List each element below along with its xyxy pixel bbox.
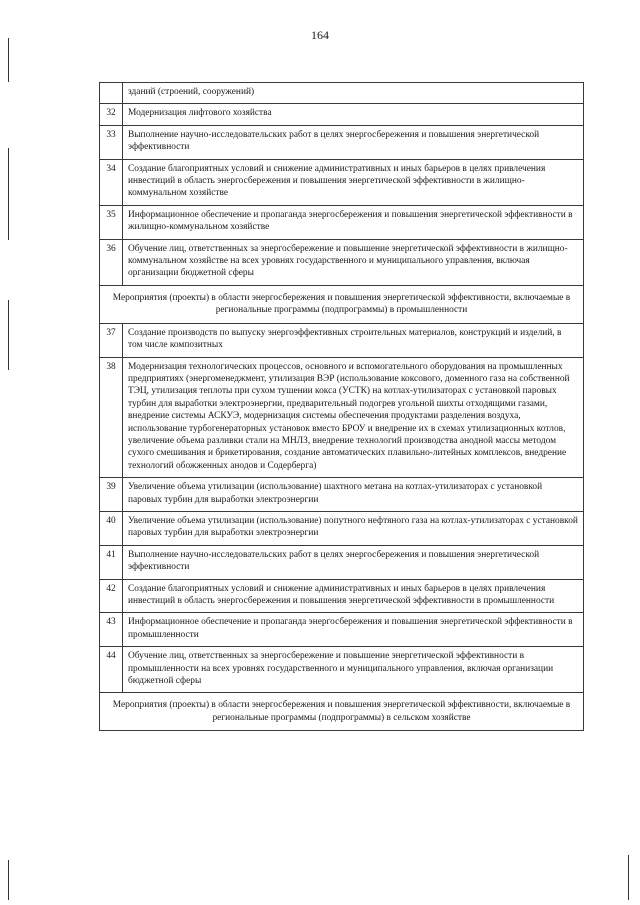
row-text: Обучение лиц, ответственных за энергосбережение и повышение энергетической эффективности в промышленности на всех уровнях государственного и муниципального управления, включая организации бюджетной сферы bbox=[123, 647, 584, 693]
row-number: 43 bbox=[100, 613, 123, 647]
table-row bbox=[100, 357, 584, 478]
row-number: 40 bbox=[100, 511, 123, 545]
table-row bbox=[100, 579, 584, 613]
table-row bbox=[100, 104, 584, 125]
table-row bbox=[100, 205, 584, 239]
table-row bbox=[100, 323, 584, 357]
table-row bbox=[100, 83, 584, 104]
section-header-row bbox=[100, 285, 584, 323]
right-margin-line bbox=[628, 855, 629, 900]
row-text: Информационное обеспечение и пропаганда энергосбережения и повышения энергетической эффективности в промышленности bbox=[123, 613, 584, 647]
row-text: Обучение лиц, ответственных за энергосбережение и повышение энергетической эффективности в жилищно-коммунальном хозяйстве на всех уровнях государственного и муниципального управления, включая организации бюджетной сферы bbox=[123, 239, 584, 285]
page-number: 164 bbox=[311, 28, 329, 42]
table-row bbox=[100, 613, 584, 647]
row-number: 34 bbox=[100, 159, 123, 205]
row-text: Модернизация технологических процессов, основного и вспомогательного оборудования на промышленных предприятиях (энергоменеджмент, утилизация ВЭР (использование коксового, доменного газа на собственной ТЭЦ, утилизация теплоты при сухом тушении кокса (УСТК) на котлах-утилизаторах с установкой паровых турбин для выработки электроэнергии, предварительный подогрев угольной шихты отходящими газами, внедрение системы АСКУЭ, модернизация системы обеспечения продуктами разделения воздуха, использование турбогенераторных установок вместо БРОУ и внедрение их в схемах утилизационных котлов, увеличение объема разливки стали на МНЛЗ, внедрение технологий производства анодной массы методом сухого смешивания и брикетирования, создание автоматических плавильно-литейных комплексов, внедрение технологий обожженных анодов и Содерберга) bbox=[123, 357, 584, 478]
row-text: Выполнение научно-исследовательских работ в целях энергосбережения и повышения энергетической эффективности bbox=[123, 545, 584, 579]
row-number: 38 bbox=[100, 357, 123, 478]
table-row bbox=[100, 545, 584, 579]
row-text: Создание производств по выпуску энергоэффективных строительных материалов, конструкций и изделий, в том числе композитных bbox=[123, 323, 584, 357]
row-text: Модернизация лифтового хозяйства bbox=[123, 104, 584, 125]
row-text: Создание благоприятных условий и снижение административных и иных барьеров в целях привлечения инвестиций в область энергосбережения и повышения энергетической эффективности в жилищно-коммунальном хозяйстве bbox=[123, 159, 584, 205]
table-row bbox=[100, 478, 584, 512]
row-number: 42 bbox=[100, 579, 123, 613]
row-number: 41 bbox=[100, 545, 123, 579]
row-number bbox=[100, 83, 123, 104]
row-number: 32 bbox=[100, 104, 123, 125]
row-text: Увеличение объема утилизации (использование) шахтного метана на котлах-утилизаторах с установкой паровых турбин для выработки электроэнергии bbox=[123, 478, 584, 512]
section-header-row bbox=[100, 693, 584, 731]
row-text: зданий (строений, сооружений) bbox=[123, 83, 584, 104]
table-row bbox=[100, 239, 584, 285]
measures-table-body bbox=[100, 83, 584, 731]
row-text: Выполнение научно-исследовательских работ в целях энергосбережения и повышения энергетической эффективности bbox=[123, 125, 584, 159]
table-row bbox=[100, 159, 584, 205]
row-text: Создание благоприятных условий и снижение административных и иных барьеров в целях привлечения инвестиций в область энергосбережения и повышения энергетической эффективности в промышленности bbox=[123, 579, 584, 613]
row-number: 33 bbox=[100, 125, 123, 159]
row-number: 35 bbox=[100, 205, 123, 239]
left-margin-line bbox=[8, 300, 9, 370]
section-header: Мероприятия (проекты) в области энергосбережения и повышения энергетической эффективности, включаемые в региональные программы (подпрограммы) в сельском хозяйстве bbox=[100, 693, 584, 731]
left-margin-line bbox=[8, 38, 9, 82]
row-number: 39 bbox=[100, 478, 123, 512]
row-number: 36 bbox=[100, 239, 123, 285]
left-margin-line bbox=[8, 148, 9, 240]
table-row bbox=[100, 647, 584, 693]
row-text: Увеличение объема утилизации (использование) попутного нефтяного газа на котлах-утилизаторах с установкой паровых турбин для выработки электроэнергии bbox=[123, 511, 584, 545]
left-margin-line bbox=[8, 860, 9, 900]
table-row bbox=[100, 125, 584, 159]
table-row bbox=[100, 511, 584, 545]
measures-table bbox=[99, 82, 584, 731]
section-header: Мероприятия (проекты) в области энергосбережения и повышения энергетической эффективности, включаемые в региональные программы (подпрограммы) в промышленности bbox=[100, 285, 584, 323]
row-text: Информационное обеспечение и пропаганда энергосбережения и повышения энергетической эффективности в жилищно-коммунальном хозяйстве bbox=[123, 205, 584, 239]
row-number: 44 bbox=[100, 647, 123, 693]
row-number: 37 bbox=[100, 323, 123, 357]
